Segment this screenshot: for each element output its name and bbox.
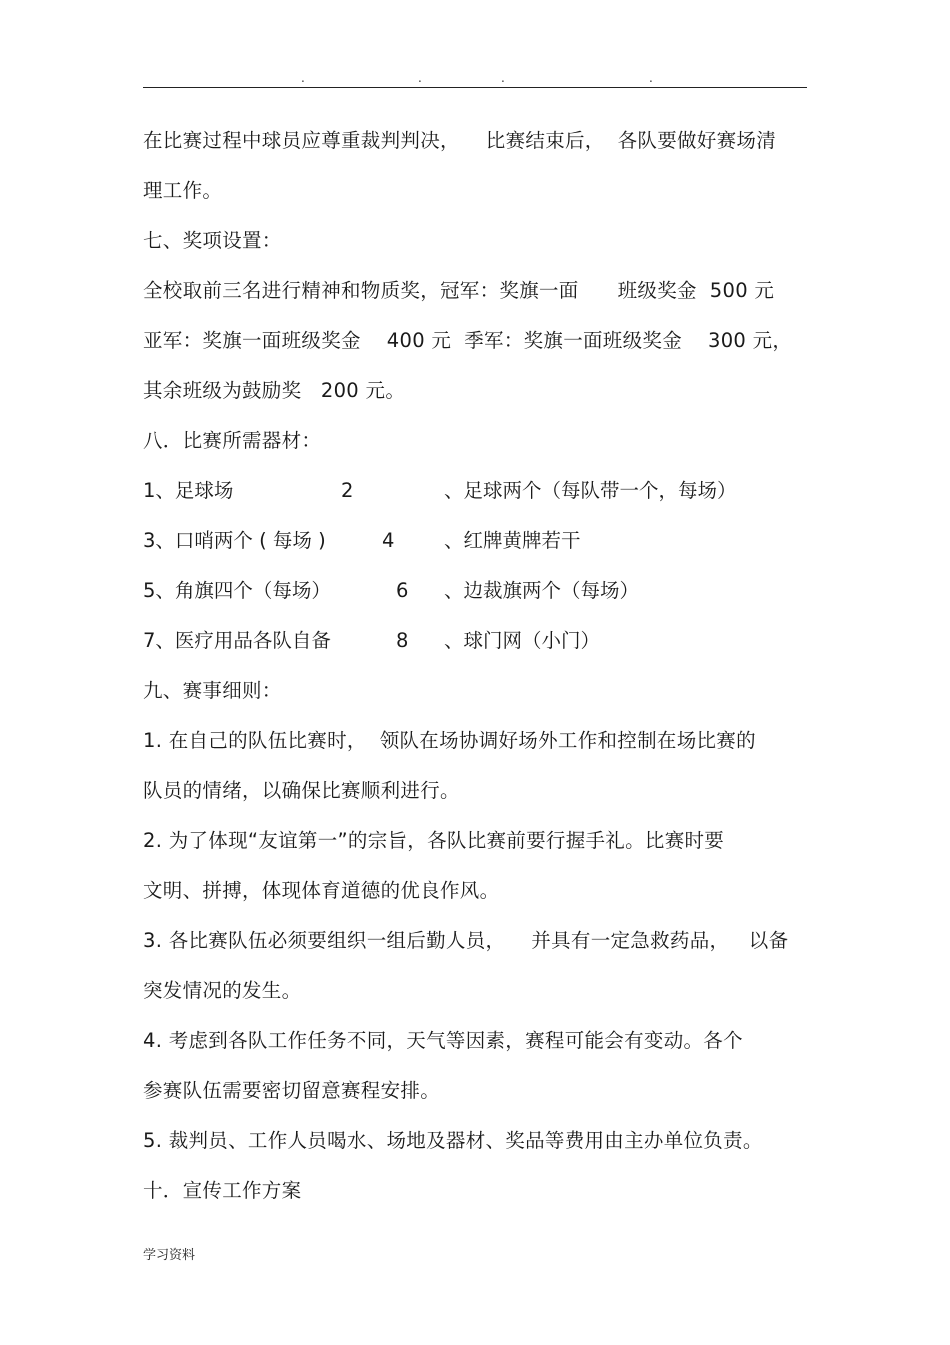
paragraph-line: 2. 为了体现“友谊第一”的宗旨，各队比赛前要行握手礼。比赛时要 bbox=[143, 829, 725, 852]
equipment-number: 4 bbox=[382, 529, 395, 552]
paragraph-line: 突发情况的发生。 bbox=[143, 979, 302, 1002]
section-heading: 九、赛事细则： bbox=[143, 679, 282, 702]
paragraph-line: 4. 考虑到各队工作任务不同，天气等因素，赛程可能会有变动。各个 bbox=[143, 1029, 743, 1052]
paragraph-line: 队员的情绪，以确保比赛顺利进行。 bbox=[143, 779, 460, 802]
header-dots bbox=[143, 70, 807, 86]
page-footer: 学习资料 bbox=[143, 1248, 196, 1263]
equipment-item-right: 、边裁旗两个（每场） bbox=[444, 579, 640, 602]
equipment-item-right: 、球门网（小门） bbox=[444, 629, 601, 652]
equipment-number: 6 bbox=[396, 579, 409, 602]
header-dot: . bbox=[301, 71, 305, 85]
paragraph-line: 5. 裁判员、工作人员喝水、场地及器材、奖品等费用由主办单位负责。 bbox=[143, 1129, 763, 1152]
header-dot: . bbox=[418, 71, 422, 85]
paragraph-line: 全校取前三名进行精神和物质奖，冠军：奖旗一面 班级奖金 500 元 bbox=[143, 279, 775, 302]
equipment-item-right: 、红牌黄牌若干 bbox=[444, 529, 581, 552]
section-heading: 八．比赛所需器材： bbox=[143, 429, 322, 452]
paragraph-line: 其余班级为鼓励奖 200 元。 bbox=[143, 379, 406, 402]
paragraph-line: 在比赛过程中球员应尊重裁判判决， 比赛结束后， 各队要做好赛场清 bbox=[143, 129, 776, 152]
equipment-item-right: 、足球两个（每队带一个，每场） bbox=[444, 479, 737, 502]
equipment-number: 2 bbox=[341, 479, 354, 502]
equipment-item-left: 7、医疗用品各队自备 bbox=[143, 629, 331, 652]
section-heading: 十．宣传工作方案 bbox=[143, 1179, 302, 1202]
section-heading: 七、奖项设置： bbox=[143, 229, 282, 252]
paragraph-line: 亚军：奖旗一面班级奖金 400 元 季军：奖旗一面班级奖金 300 元， bbox=[143, 329, 793, 352]
header-dot: . bbox=[649, 71, 653, 85]
paragraph-line: 3. 各比赛队伍必须要组织一组后勤人员， 并具有一定急救药品， 以备 bbox=[143, 929, 789, 952]
equipment-item-left: 1、足球场 bbox=[143, 479, 234, 502]
equipment-item-left: 5、角旗四个（每场） bbox=[143, 579, 331, 602]
header-dot: . bbox=[501, 71, 505, 85]
paragraph-line: 参赛队伍需要密切留意赛程安排。 bbox=[143, 1079, 441, 1102]
header-rule bbox=[143, 87, 807, 88]
equipment-number: 8 bbox=[396, 629, 409, 652]
paragraph-line: 理工作。 bbox=[143, 179, 223, 202]
paragraph-line: 1. 在自己的队伍比赛时， 领队在场协调好场外工作和控制在场比赛的 bbox=[143, 729, 756, 752]
paragraph-line: 文明、拼搏，体现体育道德的优良作风。 bbox=[143, 879, 500, 902]
equipment-item-left: 3、口哨两个 ( 每场 ) bbox=[143, 529, 326, 552]
